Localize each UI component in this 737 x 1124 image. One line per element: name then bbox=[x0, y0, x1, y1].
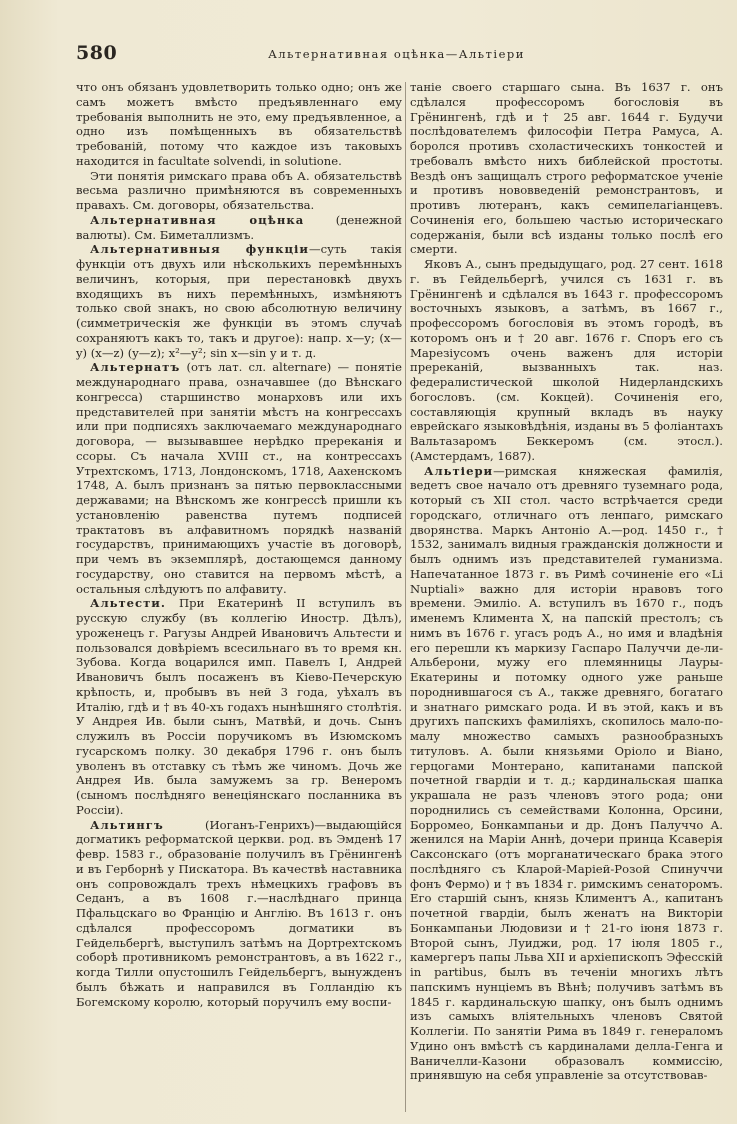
entry-headword: Альтернативныя функціи bbox=[90, 242, 310, 257]
paragraph bbox=[410, 257, 723, 464]
dictionary-entry bbox=[76, 213, 402, 243]
entry-headword: Альтернативная оцѣнка bbox=[90, 212, 305, 227]
dictionary-entry bbox=[76, 596, 402, 817]
dictionary-entry bbox=[410, 464, 723, 1084]
entry-headword: Альтіери bbox=[424, 463, 494, 478]
entry-text: (Иоганъ-Генрихъ)—выдающійся догматикъ реформатской церкви. род. въ Эмденѣ 17 февр. 1583 г., образованіе получилъ въ Грёнингенѣ и въ Герборнѣ у Пискатора. Въ качествѣ наставника онъ сопровождалъ трехъ нѣмецкихъ графовъ въ Седанъ, а въ 1608 г.—наслѣднаго принца Пфальцскаго во Францію и Англію. Въ 1613 г. онъ сдѣлался профессоромъ догматики въ Гейдельбергѣ, выступилъ затѣмъ на Дортрехтскомъ соборѣ противникомъ ремонстрантовъ, а въ 1622 г., когда Тилли опустошилъ Гейдельбергъ, вынужденъ былъ бѣжать и направился въ Голландію къ Богемскому королю, который поручилъ ему воспи- bbox=[76, 817, 402, 1009]
dictionary-entry bbox=[76, 360, 402, 596]
entry-headword: Альтингъ bbox=[90, 817, 164, 832]
page-number: 580 bbox=[76, 42, 118, 64]
entry-text: —суть такія функціи отъ двухъ или нѣсколькихъ перемѣнныхъ величинъ, которыя, при перестановкѣ двухъ входящихъ въ нихъ перемѣнныхъ, измѣняютъ только свой знакъ, но свою абсолютную величину (симметрическія же функціи въ этомъ случаѣ сохраняютъ какъ то, такъ и другое): напр. x—y; (x—y) (x—z) (y—z); x²—y²; sin x—sin y и т. д. bbox=[76, 242, 402, 360]
entry-headword: Альтернатъ bbox=[90, 360, 181, 375]
page-header bbox=[76, 42, 697, 68]
entry-text: При Екатеринѣ II вступилъ въ русскую службу (въ коллегію Иностр. Дѣлъ), уроженецъ г. Рагузы Андрей Ивановичъ Альтести и пользовался довѣріемъ всесильнаго въ то время кн. Зубова. Когда воцарился имп. Павелъ I, Андрей Ивановичъ былъ посаженъ въ Кіево-Печерскую крѣпость, и, пробывъ въ ней 3 года, уѣхалъ въ Италію, гдѣ и † въ 40-хъ годахъ нынѣшняго столѣтія. У Андрея Ив. были сынъ, Матвѣй, и дочь. Сынъ служилъ въ Россіи поручикомъ въ Изюмскомъ гусарскомъ полку. 30 декабря 1796 г. онъ былъ уволенъ въ отставку съ тѣмъ же чиномъ. Дочь же Андрея Ив. была замужемъ за гр. Венеромъ (сыномъ послѣдняго венеціянскаго посланника въ Россіи). bbox=[76, 596, 402, 817]
running-head: Альтернативная оцѣнка—Альтieри bbox=[268, 47, 525, 61]
paragraph bbox=[76, 80, 402, 169]
entry-text: что онъ обязанъ удовлетворить только одно; онъ же самъ можетъ вмѣсто предъявленнаго ему требованія выполнить не это, ему предъявленное, а одно изъ помѣщенныхъ въ обязательствѣ требованій, потому что каждое изъ таковыхъ находится in facultate solvendi, in solutione. bbox=[76, 80, 402, 168]
left-column bbox=[76, 80, 402, 1120]
dictionary-entry bbox=[76, 818, 402, 1010]
right-column bbox=[410, 80, 723, 1120]
entry-headword: Альтести. bbox=[90, 596, 166, 611]
column-divider bbox=[405, 82, 406, 1112]
entry-text: —римская княжеская фамилія, ведетъ свое начало отъ древняго туземнаго рода, который съ XII стол. часто встрѣчается среди городскаго, отличнаго отъ ленпаго, римскаго дворянства. Маркъ Антоніо А.—род. 1450 г., † 1532, занималъ видныя гражданскія должности и былъ однимъ изъ представителей гуманизма. Напечатанное 1873 г. въ Римѣ сочиненіе его «Li Nuptiali» важно для исторіи нравовъ того времени. Эмиліо. А. вступилъ въ 1670 г., подъ именемъ Климента X, на папскій престолъ; съ нимъ въ 1676 г. угасъ родъ А., но имя и владѣнія его перешли къ маркизу Гаспаро Палуччи де-ли-Альберони, мужу его племянницы Лауры-Екатерины и потомку одного уже раньше породнившагося съ А., также древняго, богатаго и знатнаго римскаго рода. И въ этой, какъ и въ другихъ папскихъ фамиліяхъ, скопилось мало-по-малу множество самыхъ разнообразныхъ титуловъ. А. были князьями Оріоло и Віано, герцогами Монтерано, капитанами папской почетной гвардіи и т. д.; кардинальская шапка украшала не разъ членовъ этого рода; они породнились съ семействами Колонна, Орсини, Борромео, Бонкампаньи и др. Донъ Палуччо А. женился на Маріи Аннѣ, дочери принца Ксаверія Саксонскаго (отъ морганатическаго брака этого послѣдняго съ Кларой-Маріей-Розой Спинуччи фонъ Фермо) и † въ 1834 г. римскимъ сенаторомъ. Его старшій сынъ, князь Климентъ А., капитанъ почетной гвардіи, былъ женатъ на Викторіи Бонкампаньи Людовизи и † 21-го іюня 1873 г. Второй сынъ, Луиджи, род. 17 іюля 1805 г., камергеръ папы Льва XII и архіепископъ Эфесскій in partibus, былъ въ теченіи многихъ лѣтъ папскимъ нунціемъ въ Вѣнѣ; получивъ затѣмъ въ 1845 г. кардинальскую шапку, онъ былъ однимъ изъ самыхъ вліятельныхъ членовъ Святой Коллегіи. По занятіи Рима въ 1849 г. генераломъ Удино онъ вмѣстѣ съ кардиналами делла-Генга и Ваничелли-Казони образовалъ коммиссію, принявшую на себя управленіе за отсутствовав- bbox=[410, 463, 723, 1083]
paragraph bbox=[410, 80, 723, 257]
paragraph bbox=[76, 169, 402, 213]
entry-text: таніе своего старшаго сына. Въ 1637 г. онъ сдѣлался профессоромъ богословія въ Грёнингенѣ, гдѣ и † 25 авг. 1644 г. Будучи послѣдователемъ философіи Петра Рамуса, А. боролся противъ схоластическихъ тонкостей и требовалъ вмѣсто нихъ библейской простоты. Вездѣ онъ защищалъ строго реформатское ученіе и противъ нововведеній ремонстрантовъ, и противъ лютеранъ, какъ семипелагіанцевъ. Сочиненія его, большею частью историческаго содержанія, были всѣ изданы только послѣ его смерти. bbox=[410, 80, 723, 257]
entry-text: Яковъ А., сынъ предыдущаго, род. 27 сент. 1618 г. въ Гейдельбергѣ, учился съ 1631 г. въ Грёнингенѣ и сдѣлался въ 1643 г. профессоромъ восточныхъ языковъ, а затѣмъ, въ 1667 г., профессоромъ богословія въ этомъ городѣ, въ которомъ онъ и † 20 авг. 1676 г. Споръ его съ Марезіусомъ очень важенъ для исторіи пререканій, вызванныхъ так. наз. федералистической школой Нидерландскихъ богословъ. (см. Кокцей). Сочиненія его, составляющія крупный вкладъ въ науку еврейскаго языковѣдѣнія, изданы въ 5 фоліантахъ Вальтазаромъ Беккеромъ (см. этосл.). (Амстердамъ, 1687). bbox=[410, 257, 723, 463]
entry-text: (денежной валюты). См. Биметаллизмъ. bbox=[76, 212, 402, 242]
dictionary-entry bbox=[76, 242, 402, 360]
entry-text: (отъ лат. сл. alternare) — понятіе международнаго права, означавшее (до Вѣнскаго конгресса) старшинство монарховъ или ихъ представителей при занятіи мѣстъ на конгрессахъ или при подписяхъ заключаемаго международнаго договора, — вызывавшее нерѣдко пререканія и ссоры. Съ начала XVIII ст., на контрессахъ Утрехтскомъ, 1713, Лондонскомъ, 1718, Аахенскомъ 1748, А. былъ признанъ за пятью первоклассными державами; на Вѣнскомъ же конгрессѣ пришли къ установленію равенства путемъ подписей трактатовъ въ алфавитномъ порядкѣ названій государствъ, принимающихъ участіе въ договорѣ, при чемъ въ экземплярѣ, достающемся данному государству, оно ставится на первомъ мѣстѣ, а остальныя слѣдуютъ по алфавиту. bbox=[76, 360, 402, 596]
entry-text: Эти понятія римскаго права объ А. обязательствѣ весьма различно примѣняются въ современныхъ правахъ. См. договоры, обязательства. bbox=[76, 168, 402, 212]
